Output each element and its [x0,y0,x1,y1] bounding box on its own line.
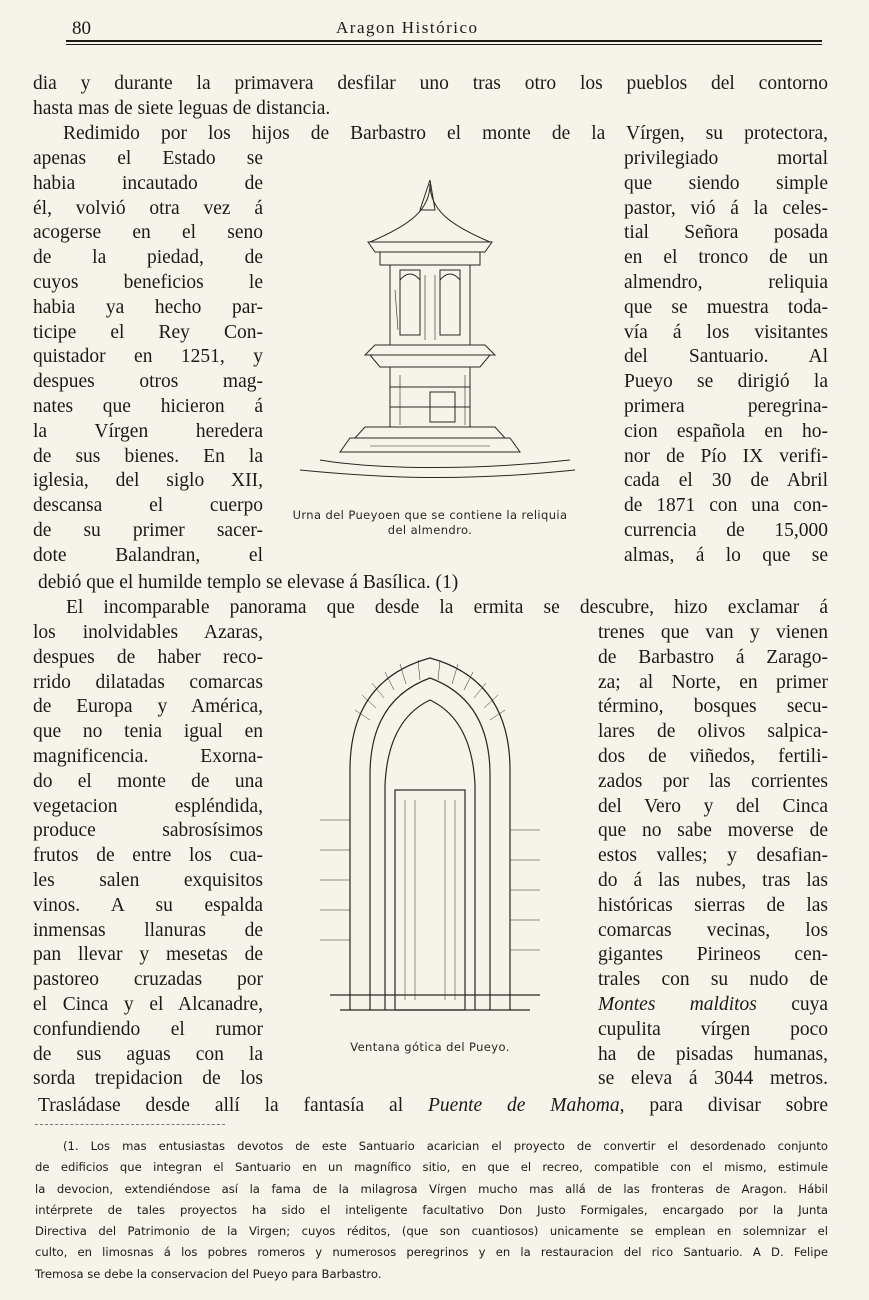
text-line: que se muestra toda- [624,296,828,318]
page-header [0,0,869,60]
text-line: frutos de entre los cua- [33,845,263,867]
text-line: Pueyo se dirigió la [624,371,828,393]
footnote-line: la devocion, extendiéndose así la fama de la milagrosa Vírgen mucho mas allá de las fronteras de Aragon. Hábil [35,1181,828,1196]
text-line: dote Balandran, el [33,544,263,566]
page-number: 80 [72,18,91,39]
text-line: en el tronco de un [624,247,828,269]
text-line: nor de Pío IX verifi- [624,445,828,467]
text-line: habia ya hecho par- [33,296,263,318]
footnote-line: culto, en limosnas á los pobres romeros y numerosos peregrinos y en la restauracion del rico Santuario. A D. Felipe [35,1245,828,1260]
text-line: Montes malditos cuya [598,993,828,1015]
text-line: vía á los visitantes [624,321,828,343]
header-rule-thin [66,44,822,45]
text-line: produce sabrosísimos [33,820,263,842]
text-line: tial Señora posada [624,222,828,244]
text-line: los inolvidables Azaras, [33,622,263,643]
text-line: sorda trepidacion de los [33,1068,263,1090]
paragraph-first-line: Redimido por los hijos de Barbastro el monte de la Vírgen, su protectora, [63,123,828,144]
text-line: quistador en 1251, y [33,346,263,368]
text-line: iglesia, del siglo XII, [33,470,263,492]
text-line: del Vero y del Cinca [598,795,828,817]
text-line: de su primer sacer- [33,519,263,541]
text-line: estos valles; y desafian- [598,845,828,867]
text-line: la Vírgen heredera [33,420,263,442]
text-line: trenes que van y vienen [598,622,828,643]
text-line: currencia de 15,000 [624,519,828,541]
text-line: se eleva á 3044 metros. [598,1068,828,1090]
text-line: pastor, vió á la celes- [624,197,828,219]
text-line: trales con su nudo de [598,969,828,991]
text-line: do el monte de una [33,770,263,792]
text-line: vegetacion espléndida, [33,795,263,817]
urn-illustration [280,170,580,522]
text-line: cada el 30 de Abril [624,470,828,492]
footnote-line: intérprete de tales proyectos ha sido el inteligente facultativo Don Justo Formigales, encargado por la Junta [35,1202,828,1217]
text-line: de sus aguas con la [33,1043,263,1065]
footnote-line: de edificios que integran el Santuario en un magnífico sitio, en que el recreo, compatible con el mismo, estimule [35,1160,828,1175]
gothic-window-illustration [310,650,550,1054]
text-line: nates que hicieron á [33,395,263,417]
urn-caption-line1: Urna del Pueyoen que se contiene la reliquia [292,508,568,522]
urn-caption-line2: del almendro. [387,523,473,537]
text-line: lares de olivos salpica- [598,721,828,743]
text-line: él, volvió otra vez á [33,197,263,219]
left-column-para3 [33,621,263,1092]
text-line: rrido dilatadas comarcas [33,671,263,693]
body-line-text: Trasládase desde allí la fantasía al Puente de Mahoma, para divisar sobre [38,1095,828,1116]
text-line: descansa el cuerpo [33,495,263,517]
text-line: za; al Norte, en primer [598,671,828,693]
text-line: de la piedad, de [33,247,263,269]
text-line: les salen exquisitos [33,869,263,891]
text-line: comarcas vecinas, los [598,919,828,941]
footnote-line: Tremosa se debe la conservacion del Pueyo para Barbastro. [35,1266,382,1281]
text-line: privilegiado mortal [624,148,828,169]
right-column-para2 [624,147,828,569]
footnote [35,1136,828,1285]
text-line: del Santuario. Al [624,346,828,368]
text-line: que siendo simple [624,172,828,194]
text-line: inmensas llanuras de [33,919,263,941]
text-line: acogerse en el seno [33,222,263,244]
text-line: magnificencia. Exorna- [33,745,263,767]
right-column-para3 [598,621,828,1092]
footnote-rule [35,1124,225,1126]
text-line: confundiendo el rumor [33,1018,263,1040]
text-line: históricas sierras de las [598,894,828,916]
text-line: ticipe el Rey Con- [33,321,263,343]
text-line: de 1871 con una con- [624,495,828,517]
body-line: dia y durante la primavera desfilar uno tras otro los pueblos del contorno [33,73,828,94]
text-line: pastoreo cruzadas por [33,969,263,991]
text-line: cion española en ho- [624,420,828,442]
text-line: de Europa y América, [33,696,263,718]
text-line: primera peregrina- [624,395,828,417]
header-rule [66,40,822,42]
text-line: de sus bienes. En la [33,445,263,467]
window-caption: Ventana gótica del Pueyo. [350,1040,510,1054]
paragraph-first-line: El incomparable panorama que desde la ermita se descubre, hizo exclamar á [66,597,828,618]
text-line: dos de viñedos, fertili- [598,745,828,767]
text-line: almendro, reliquia [624,271,828,293]
text-line: ha de pisadas humanas, [598,1043,828,1065]
text-line: do á las nubes, tras las [598,869,828,891]
text-line: cupulita vírgen poco [598,1018,828,1040]
text-line: que no tenia igual en [33,721,263,743]
text-line: apenas el Estado se [33,148,263,169]
footnote-line: Directiva del Patrimonio de la Virgen; cuyos réditos, (que son cuantiosos) unicamente se emplean en solemnizar el [35,1224,828,1239]
text-line: el Cinca y el Alcanadre, [33,993,263,1015]
left-column-para2 [33,147,263,569]
text-line: vinos. A su espalda [33,894,263,916]
body-line: hasta mas de siete leguas de distancia. [33,98,331,119]
footnote-line: (1. Los mas entusiastas devotos de este Santuario acarician el proyecto de convertir el desordenado conjunto [63,1139,828,1153]
text-line: gigantes Pirineos cen- [598,944,828,966]
text-line: despues otros mag- [33,371,263,393]
text-line: pan llevar y mesetas de [33,944,263,966]
text-line: habia incautado de [33,172,263,194]
text-line: despues de haber reco- [33,646,263,668]
text-line: de Barbastro á Zarago- [598,646,828,668]
text-line: zados por las corrientes [598,770,828,792]
urn-engraving [280,170,580,510]
window-engraving [310,650,550,1020]
body-line: debió que el humilde templo se elevase á Basílica. (1) [38,572,459,593]
text-line: cuyos beneficios le [33,271,263,293]
running-title: Aragon Histórico [336,18,479,37]
body-line [38,1094,828,1119]
text-line: que no sabe moverse de [598,820,828,842]
text-line: almas, á lo que se [624,544,828,566]
text-line: término, bosques secu- [598,696,828,718]
